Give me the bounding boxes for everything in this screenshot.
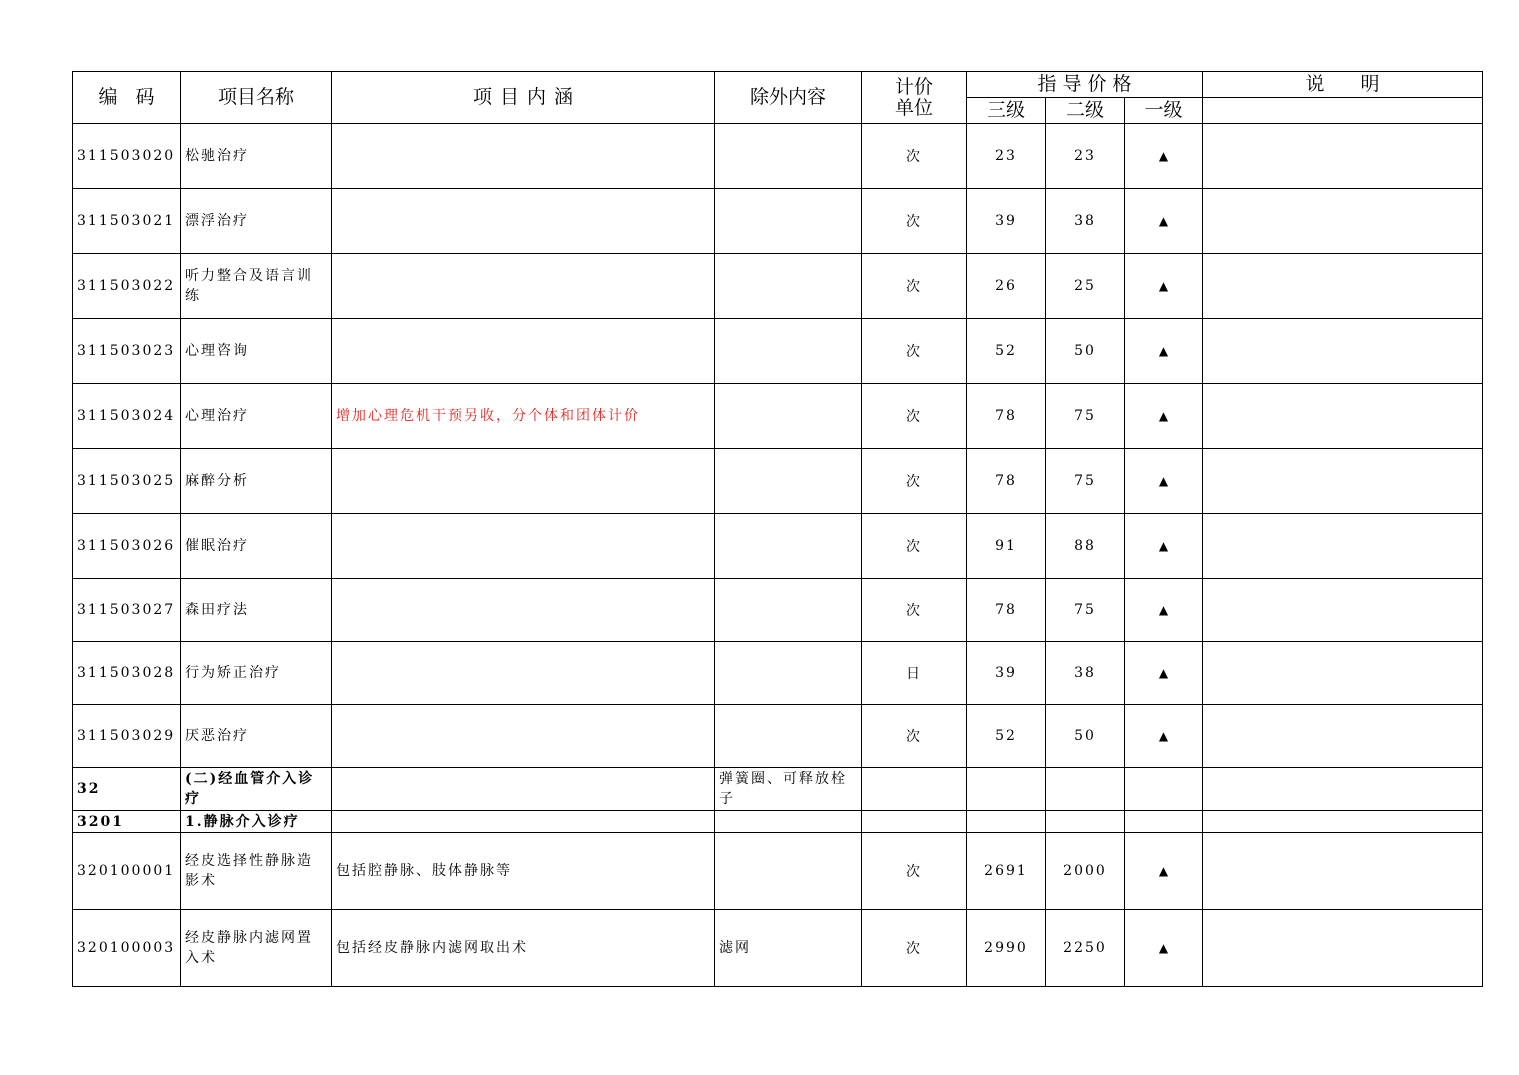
price-level1-mark: ▲ <box>1125 254 1203 319</box>
item-name: 催眠治疗 <box>181 514 332 579</box>
item-unit: 次 <box>862 449 967 514</box>
item-unit: 次 <box>862 319 967 384</box>
item-exclusion <box>715 705 862 768</box>
item-name: 心理咨询 <box>181 319 332 384</box>
price-level1-mark: ▲ <box>1125 384 1203 449</box>
category-row <box>73 811 1483 833</box>
item-exclusion <box>715 124 862 189</box>
item-unit: 次 <box>862 384 967 449</box>
item-name: 麻醉分析 <box>181 449 332 514</box>
price-level2: 23 <box>1046 124 1125 189</box>
item-note <box>1203 189 1483 254</box>
item-content: 增加心理危机干预另收，分个体和团体计价 <box>332 384 715 449</box>
price-level3: 91 <box>967 514 1046 579</box>
item-exclusion <box>715 189 862 254</box>
item-note <box>1203 705 1483 768</box>
item-exclusion <box>715 319 862 384</box>
price-level3: 52 <box>967 319 1046 384</box>
item-note <box>1203 910 1483 987</box>
item-content: 包括腔静脉、肢体静脉等 <box>332 833 715 910</box>
price-level2: 2000 <box>1046 833 1125 910</box>
item-note <box>1203 449 1483 514</box>
item-name: 松驰治疗 <box>181 124 332 189</box>
price-level3: 26 <box>967 254 1046 319</box>
item-exclusion <box>715 579 862 642</box>
price-level1-mark: ▲ <box>1125 642 1203 705</box>
item-code: 311503024 <box>73 384 181 449</box>
item-note <box>1203 642 1483 705</box>
item-content <box>332 705 715 768</box>
price-level1-mark: ▲ <box>1125 910 1203 987</box>
price-level2 <box>1046 811 1125 833</box>
item-code: 311503025 <box>73 449 181 514</box>
price-level3: 52 <box>967 705 1046 768</box>
header-code: 编码 <box>73 72 181 124</box>
item-unit: 次 <box>862 705 967 768</box>
table-row <box>73 319 1483 384</box>
header-name: 项目名称 <box>181 72 332 124</box>
category-row <box>73 768 1483 811</box>
price-level1-mark: ▲ <box>1125 319 1203 384</box>
item-exclusion <box>715 833 862 910</box>
table-row <box>73 833 1483 910</box>
item-content <box>332 449 715 514</box>
item-code: 311503023 <box>73 319 181 384</box>
table-row <box>73 910 1483 987</box>
table-row <box>73 579 1483 642</box>
price-level1-mark <box>1125 811 1203 833</box>
header-unit <box>862 72 967 124</box>
header-price-group: 指导价格 <box>967 72 1203 98</box>
item-note <box>1203 579 1483 642</box>
item-unit: 次 <box>862 189 967 254</box>
category-name: (二)经血管介入诊疗 <box>181 768 332 811</box>
item-note <box>1203 319 1483 384</box>
item-note <box>1203 811 1483 833</box>
item-content <box>332 319 715 384</box>
item-code: 320100001 <box>73 833 181 910</box>
item-content: 包括经皮静脉内滤网取出术 <box>332 910 715 987</box>
item-unit <box>862 768 967 811</box>
table-row <box>73 254 1483 319</box>
item-name: 心理治疗 <box>181 384 332 449</box>
item-unit: 次 <box>862 124 967 189</box>
item-content <box>332 124 715 189</box>
item-note <box>1203 254 1483 319</box>
header-note: 说明 <box>1203 72 1483 98</box>
table-row <box>73 384 1483 449</box>
header-unit-bottom: 单位 <box>894 96 933 119</box>
item-content <box>332 189 715 254</box>
price-level2: 2250 <box>1046 910 1125 987</box>
price-level3: 39 <box>967 642 1046 705</box>
item-exclusion <box>715 449 862 514</box>
price-level2: 75 <box>1046 449 1125 514</box>
item-note <box>1203 384 1483 449</box>
price-level2: 50 <box>1046 319 1125 384</box>
table-row <box>73 705 1483 768</box>
item-unit: 次 <box>862 514 967 579</box>
item-code: 311503022 <box>73 254 181 319</box>
item-code: 311503027 <box>73 579 181 642</box>
header-content: 项目内涵 <box>332 72 715 124</box>
header-unit-top: 计价 <box>894 75 933 98</box>
header-level2: 二级 <box>1046 98 1125 124</box>
price-table <box>72 71 1483 987</box>
item-unit: 次 <box>862 579 967 642</box>
item-note <box>1203 833 1483 910</box>
item-content <box>332 642 715 705</box>
item-name: 厌恶治疗 <box>181 705 332 768</box>
price-level2: 25 <box>1046 254 1125 319</box>
item-name: 听力整合及语言训练 <box>181 254 332 319</box>
price-level3 <box>967 811 1046 833</box>
price-level1-mark: ▲ <box>1125 124 1203 189</box>
price-level3: 78 <box>967 449 1046 514</box>
price-level2 <box>1046 768 1125 811</box>
item-code: 311503028 <box>73 642 181 705</box>
item-exclusion <box>715 642 862 705</box>
category-code: 32 <box>73 768 181 811</box>
item-content <box>332 579 715 642</box>
item-code: 311503021 <box>73 189 181 254</box>
category-name: 1.静脉介入诊疗 <box>181 811 332 833</box>
item-note <box>1203 124 1483 189</box>
price-level2: 50 <box>1046 705 1125 768</box>
price-level1-mark: ▲ <box>1125 514 1203 579</box>
item-unit: 次 <box>862 833 967 910</box>
item-code: 311503020 <box>73 124 181 189</box>
header-level3: 三级 <box>967 98 1046 124</box>
item-exclusion <box>715 254 862 319</box>
table-row <box>73 514 1483 579</box>
price-level3: 39 <box>967 189 1046 254</box>
price-level1-mark <box>1125 768 1203 811</box>
item-name: 森田疗法 <box>181 579 332 642</box>
item-exclusion <box>715 811 862 833</box>
item-unit: 次 <box>862 910 967 987</box>
item-unit <box>862 811 967 833</box>
price-level2: 75 <box>1046 384 1125 449</box>
price-level3 <box>967 768 1046 811</box>
item-exclusion <box>715 514 862 579</box>
table-row <box>73 642 1483 705</box>
price-level1-mark: ▲ <box>1125 579 1203 642</box>
item-content <box>332 768 715 811</box>
header-level1: 一级 <box>1125 98 1203 124</box>
item-code: 311503029 <box>73 705 181 768</box>
item-content <box>332 811 715 833</box>
table-row <box>73 189 1483 254</box>
price-level2: 38 <box>1046 642 1125 705</box>
item-content <box>332 254 715 319</box>
price-level2: 75 <box>1046 579 1125 642</box>
price-level1-mark: ▲ <box>1125 833 1203 910</box>
price-level3: 2990 <box>967 910 1046 987</box>
item-name: 经皮选择性静脉造影术 <box>181 833 332 910</box>
item-note <box>1203 514 1483 579</box>
header-note-blank <box>1203 98 1483 124</box>
item-name: 经皮静脉内滤网置入术 <box>181 910 332 987</box>
item-content <box>332 514 715 579</box>
item-exclusion: 弹簧圈、可释放栓子 <box>715 768 862 811</box>
table-row <box>73 124 1483 189</box>
price-level2: 88 <box>1046 514 1125 579</box>
item-note <box>1203 768 1483 811</box>
price-level1-mark: ▲ <box>1125 189 1203 254</box>
price-level1-mark: ▲ <box>1125 705 1203 768</box>
price-level3: 78 <box>967 384 1046 449</box>
item-code: 320100003 <box>73 910 181 987</box>
price-level1-mark: ▲ <box>1125 449 1203 514</box>
table-row <box>73 449 1483 514</box>
item-code: 311503026 <box>73 514 181 579</box>
price-level3: 2691 <box>967 833 1046 910</box>
item-unit: 次 <box>862 254 967 319</box>
header-exclusion: 除外内容 <box>715 72 862 124</box>
category-code: 3201 <box>73 811 181 833</box>
price-level3: 23 <box>967 124 1046 189</box>
item-name: 行为矫正治疗 <box>181 642 332 705</box>
item-name: 漂浮治疗 <box>181 189 332 254</box>
price-level2: 38 <box>1046 189 1125 254</box>
item-exclusion <box>715 384 862 449</box>
header-row-top <box>73 72 1483 98</box>
price-level3: 78 <box>967 579 1046 642</box>
item-exclusion: 滤网 <box>715 910 862 987</box>
item-unit: 日 <box>862 642 967 705</box>
